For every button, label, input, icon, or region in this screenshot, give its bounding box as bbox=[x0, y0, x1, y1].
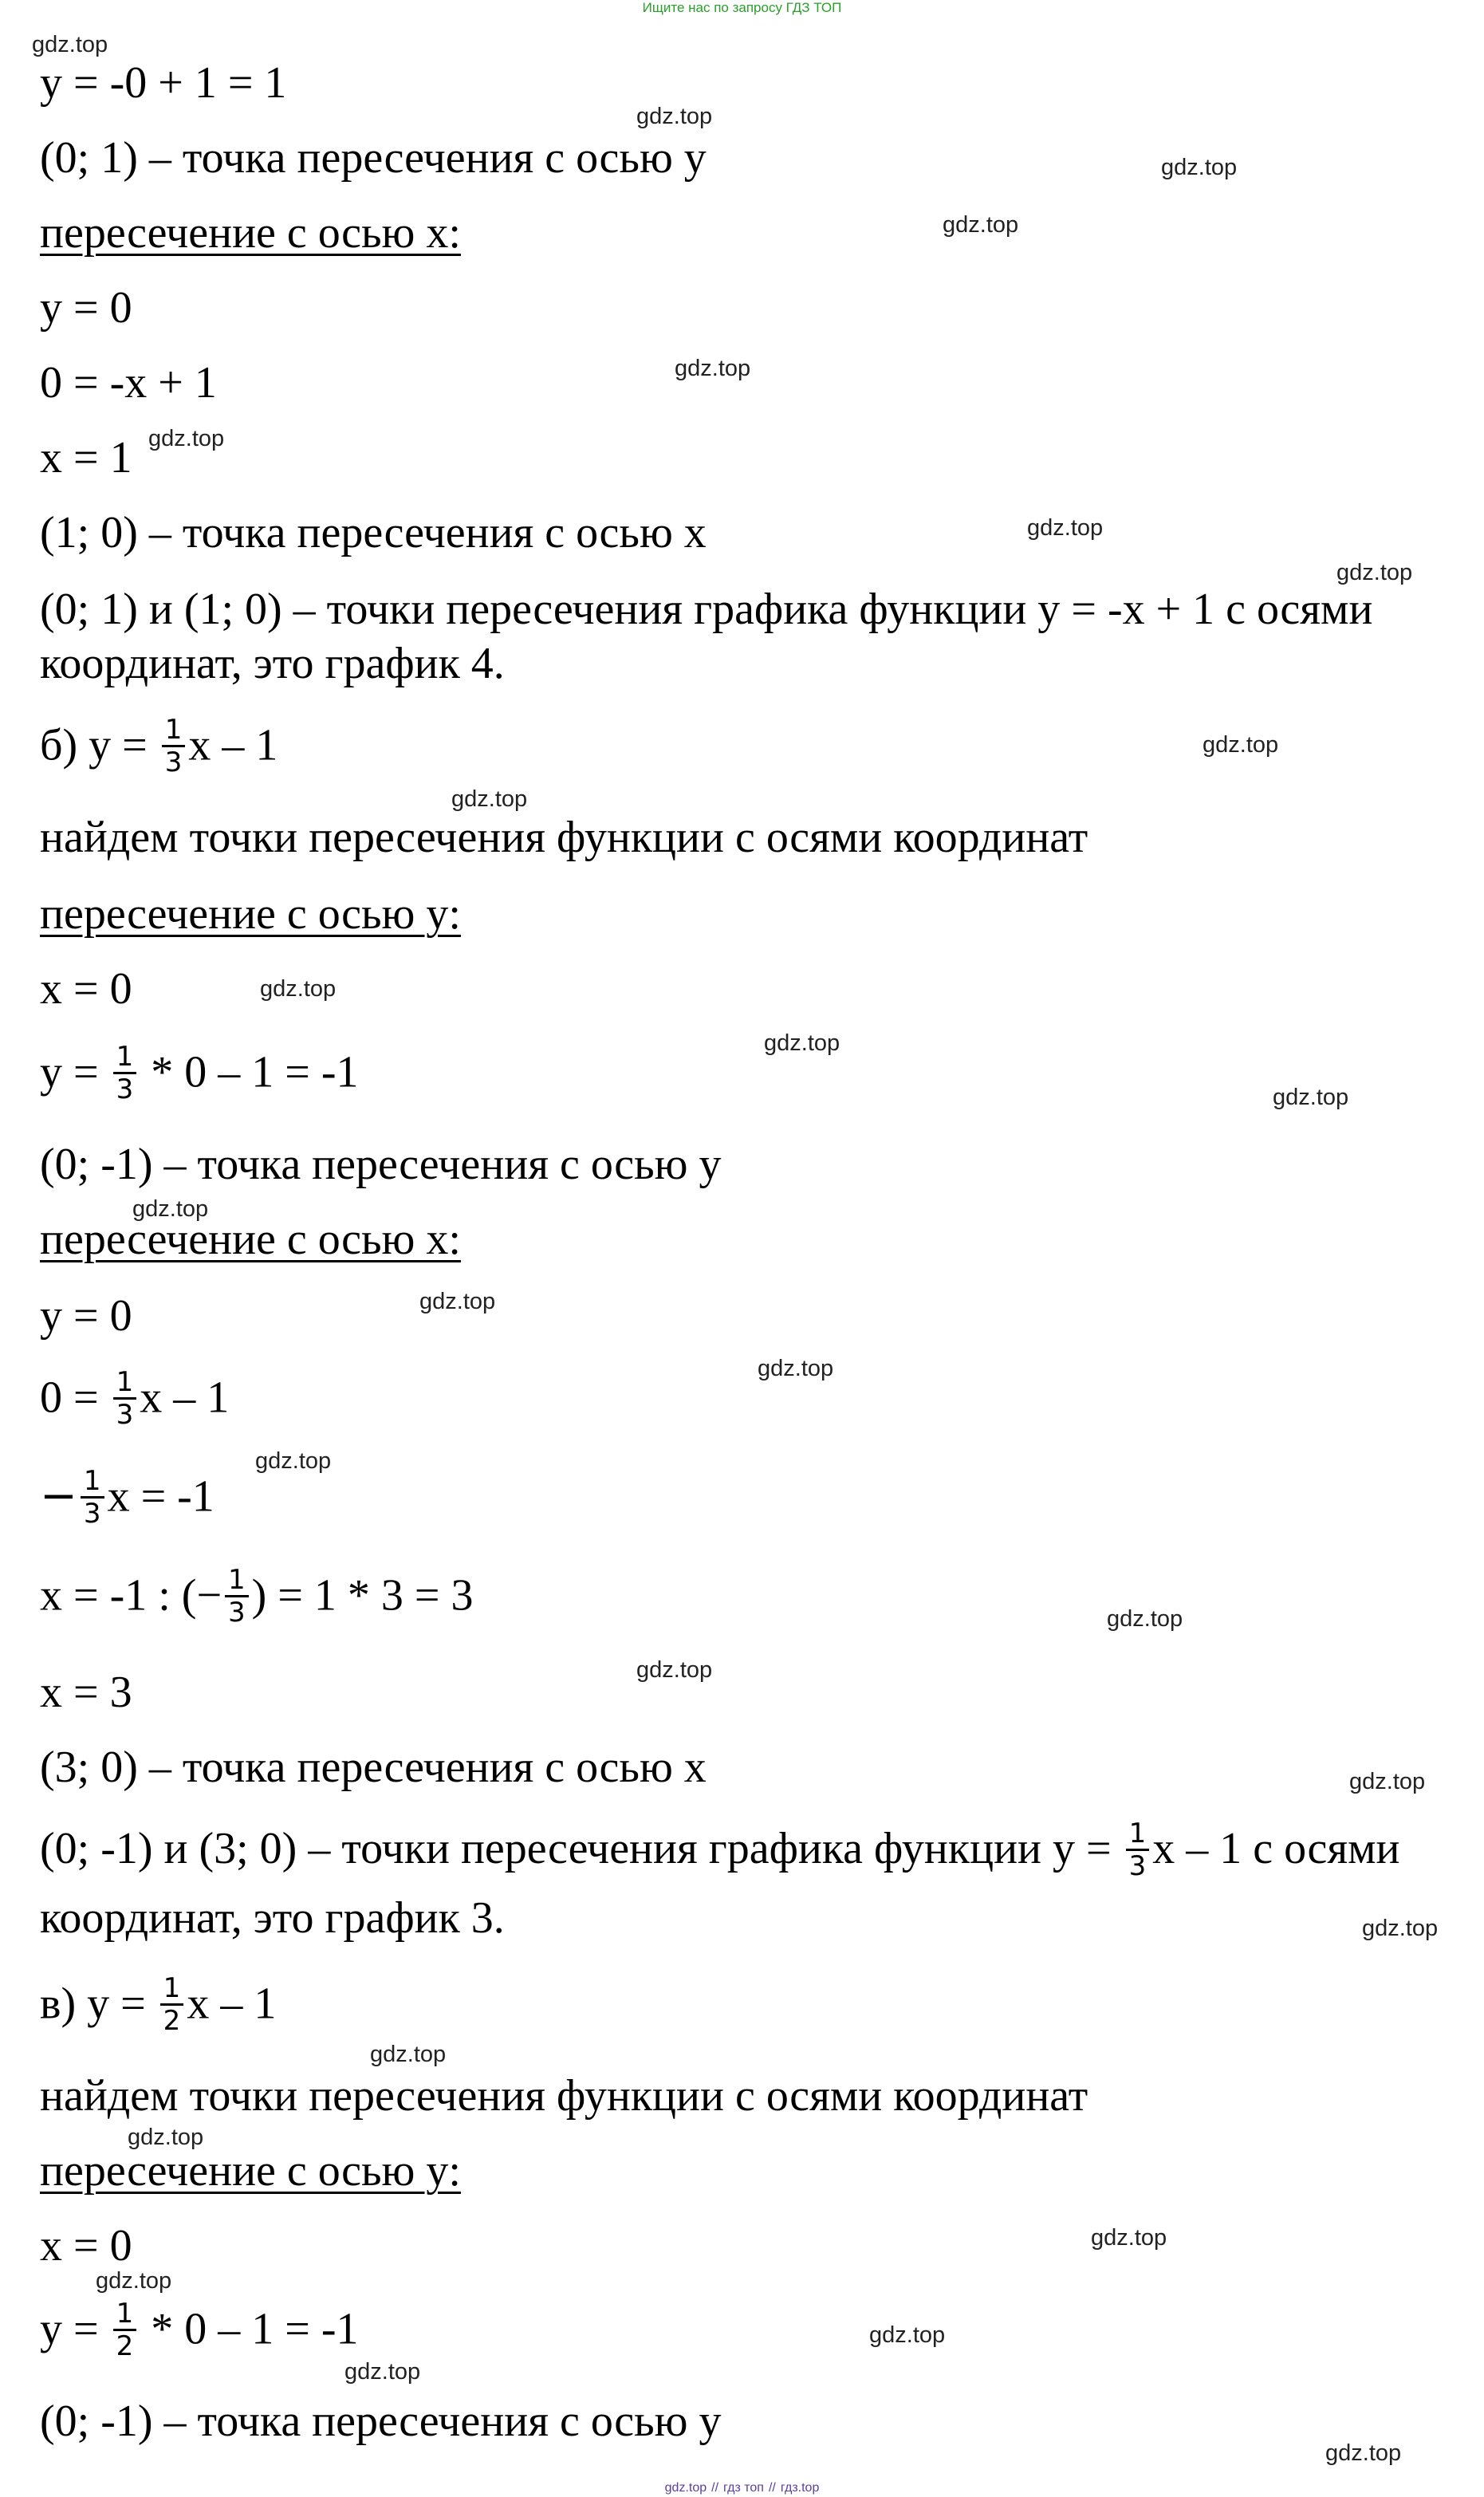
fraction-denominator: 3 bbox=[83, 1498, 101, 1530]
task-statement: найдем точки пересечения функции с осями координат bbox=[40, 2071, 1088, 2121]
watermark: gdz.top bbox=[636, 1657, 713, 1683]
conclusion-head: (0; -1) и (3; 0) – точки пересечения графика функции y = bbox=[40, 1824, 1123, 1873]
fraction-one-third bbox=[113, 1042, 137, 1105]
watermark: gdz.top bbox=[869, 2322, 946, 2348]
watermark: gdz.top bbox=[1362, 1916, 1439, 1941]
equation-line: x = 0 bbox=[40, 2221, 132, 2271]
equation-line: x = 1 bbox=[40, 433, 132, 482]
conclusion-paragraph bbox=[40, 1815, 1459, 1952]
section-heading: пересечение с осью y: bbox=[40, 889, 461, 939]
watermark: gdz.top bbox=[1203, 732, 1279, 758]
equation-line bbox=[40, 1041, 359, 1108]
fraction-numerator: 1 bbox=[162, 715, 186, 747]
equation-line bbox=[40, 2298, 359, 2365]
equation-line: x = 3 bbox=[40, 1668, 132, 1717]
equation-head: x = -1 : (− bbox=[40, 1570, 222, 1621]
section-heading: пересечение с осью x: bbox=[40, 1215, 461, 1264]
equation-line bbox=[40, 1564, 474, 1631]
top-banner: Ищите нас по запросу ГДЗ ТОП bbox=[642, 0, 842, 15]
intersection-statement: (0; -1) – точка пересечения с осью y bbox=[40, 1140, 722, 1189]
footer-link[interactable]: гдз топ bbox=[723, 2481, 764, 2495]
fraction-numerator: 1 bbox=[160, 1973, 184, 2006]
fraction-denominator: 3 bbox=[164, 746, 183, 778]
watermark: gdz.top bbox=[1027, 515, 1104, 541]
watermark: gdz.top bbox=[636, 104, 713, 129]
equation-line: 0 = -x + 1 bbox=[40, 358, 217, 408]
fraction-denominator: 3 bbox=[1128, 1849, 1147, 1882]
conclusion-tail: x – 1 с осями координат, это график 3. bbox=[40, 1824, 1400, 1943]
footer-separator: // bbox=[711, 2481, 719, 2495]
intersection-statement: (3; 0) – точка пересечения с осью x bbox=[40, 1743, 707, 1792]
watermark: gdz.top bbox=[1336, 560, 1413, 585]
watermark: gdz.top bbox=[260, 976, 337, 1002]
watermark: gdz.top bbox=[419, 1289, 496, 1314]
watermark: gdz.top bbox=[943, 212, 1019, 238]
fraction-one-third bbox=[1126, 1818, 1150, 1881]
fraction-numerator: 1 bbox=[225, 1565, 249, 1597]
watermark: gdz.top bbox=[128, 2125, 204, 2150]
watermark: gdz.top bbox=[1349, 1769, 1426, 1794]
watermark: gdz.top bbox=[344, 2359, 421, 2385]
watermark: gdz.top bbox=[1273, 1085, 1349, 1110]
fraction-numerator: 1 bbox=[113, 1367, 137, 1400]
equation-tail: ) = 1 * 3 = 3 bbox=[251, 1570, 474, 1621]
part-v-label: в) y = bbox=[40, 1979, 157, 2029]
part-v-function bbox=[40, 1972, 277, 2039]
watermark: gdz.top bbox=[32, 32, 108, 57]
footer-link[interactable]: gdz.top bbox=[664, 2481, 707, 2495]
fraction-one-third bbox=[113, 1367, 137, 1430]
fraction-one-half bbox=[160, 1973, 184, 2036]
equation-tail: x – 1 bbox=[140, 1373, 230, 1423]
fraction-numerator: 1 bbox=[81, 1466, 104, 1499]
equation-line: x = 0 bbox=[40, 964, 132, 1014]
equation-head: y = bbox=[40, 2304, 110, 2354]
watermark: gdz.top bbox=[758, 1356, 834, 1381]
intersection-statement: (0; 1) – точка пересечения с осью y bbox=[40, 133, 707, 183]
watermark: gdz.top bbox=[1325, 2440, 1402, 2466]
footer-link[interactable]: гдз.top bbox=[780, 2481, 820, 2495]
watermark: gdz.top bbox=[96, 2268, 172, 2294]
equation-tail: * 0 – 1 = -1 bbox=[140, 1047, 359, 1097]
equation-line bbox=[40, 1465, 215, 1532]
fraction-denominator: 3 bbox=[228, 1597, 246, 1629]
watermark: gdz.top bbox=[675, 356, 751, 381]
fraction-denominator: 3 bbox=[116, 1399, 134, 1431]
fraction-numerator: 1 bbox=[1126, 1818, 1150, 1851]
fraction-numerator: 1 bbox=[113, 1042, 137, 1074]
part-v-tail: x – 1 bbox=[187, 1979, 277, 2029]
fraction-denominator: 2 bbox=[163, 2005, 181, 2037]
watermark: gdz.top bbox=[132, 1196, 209, 1222]
intersection-statement: (0; -1) – точка пересечения с осью y bbox=[40, 2397, 722, 2446]
equation-line: y = -0 + 1 = 1 bbox=[40, 58, 287, 108]
fraction-denominator: 2 bbox=[116, 2330, 134, 2362]
watermark: gdz.top bbox=[1091, 2225, 1167, 2251]
equation-tail: * 0 – 1 = -1 bbox=[140, 2304, 359, 2354]
part-b-tail: x – 1 bbox=[188, 720, 278, 770]
watermark: gdz.top bbox=[148, 426, 225, 451]
fraction-denominator: 3 bbox=[116, 1073, 134, 1105]
section-heading: пересечение с осью x: bbox=[40, 208, 461, 258]
footer-separator: // bbox=[768, 2481, 776, 2495]
fraction-one-half bbox=[113, 2298, 137, 2361]
fraction-one-third bbox=[225, 1565, 249, 1628]
watermark: gdz.top bbox=[370, 2042, 447, 2067]
watermark: gdz.top bbox=[764, 1030, 840, 1056]
equation-head: y = bbox=[40, 1047, 110, 1097]
footer bbox=[0, 2480, 1484, 2496]
fraction-one-third bbox=[162, 715, 186, 778]
watermark: gdz.top bbox=[451, 786, 528, 812]
equation-head: − bbox=[40, 1470, 77, 1522]
equation-head: 0 = bbox=[40, 1373, 110, 1423]
watermark: gdz.top bbox=[1107, 1606, 1183, 1632]
task-statement: найдем точки пересечения функции с осями координат bbox=[40, 813, 1088, 862]
section-heading: пересечение с осью y: bbox=[40, 2146, 461, 2196]
equation-line: y = 0 bbox=[40, 1291, 132, 1341]
intersection-statement: (1; 0) – точка пересечения с осью x bbox=[40, 508, 707, 557]
watermark: gdz.top bbox=[1161, 155, 1238, 180]
part-b-label: б) y = bbox=[40, 720, 159, 770]
equation-line bbox=[40, 1366, 230, 1433]
fraction-numerator: 1 bbox=[113, 2298, 137, 2331]
equation-tail: x = -1 bbox=[107, 1471, 215, 1522]
equation-line: y = 0 bbox=[40, 283, 132, 333]
watermark: gdz.top bbox=[255, 1448, 332, 1474]
fraction-one-third bbox=[81, 1466, 104, 1529]
conclusion-paragraph: (0; 1) и (1; 0) – точки пересечения графика функции y = -x + 1 с осями координат, это график 4. bbox=[40, 585, 1373, 688]
part-b-function bbox=[40, 714, 278, 781]
